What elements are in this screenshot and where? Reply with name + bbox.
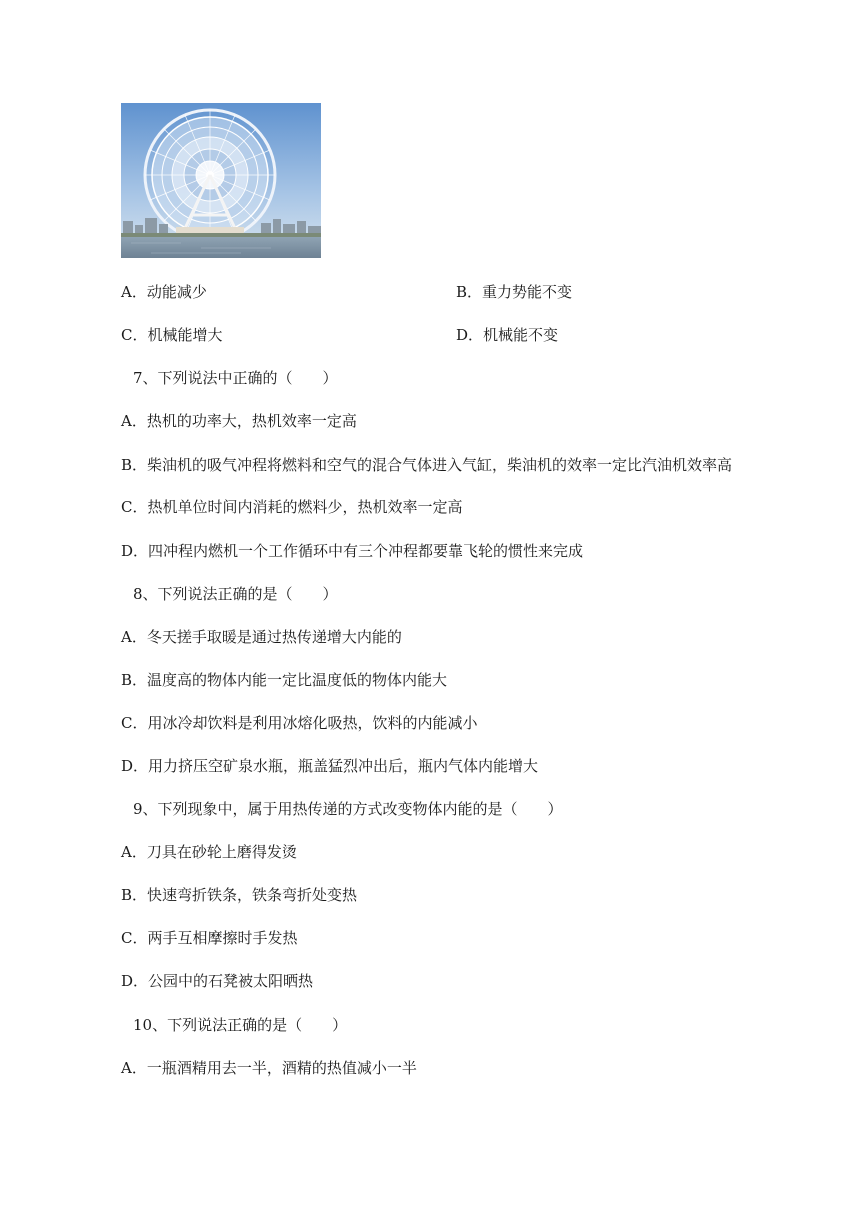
wheel-graphic <box>145 110 275 240</box>
q10-stem: 10、下列说法正确的是（ ） <box>133 1016 348 1034</box>
q9-option-c: C．两手互相摩擦时手发热 <box>121 929 298 947</box>
q9-option-a: A．刀具在砂轮上磨得发烫 <box>121 843 297 861</box>
q8-option-c: C．用冰冷却饮料是利用冰熔化吸热，饮料的内能减小 <box>121 714 478 732</box>
q10-option-a: A．一瓶酒精用去一半，酒精的热值减小一半 <box>121 1059 417 1077</box>
q6-option-a: A．动能减少 <box>121 283 207 301</box>
q6-option-c: C．机械能增大 <box>121 326 223 344</box>
q7-option-a: A．热机的功率大，热机效率一定高 <box>121 412 357 430</box>
q9-option-d: D．公园中的石凳被太阳晒热 <box>121 972 314 990</box>
q7-stem: 7、下列说法中正确的（ ） <box>133 369 338 387</box>
q8-stem: 8、下列说法正确的是（ ） <box>133 585 338 603</box>
q9-stem: 9、下列现象中，属于用热传递的方式改变物体内能的是（ ） <box>133 800 563 818</box>
ferris-wheel-photo <box>121 103 321 258</box>
q6-option-d: D．机械能不变 <box>456 326 559 344</box>
q8-option-a: A．冬天搓手取暖是通过热传递增大内能的 <box>121 628 402 646</box>
q8-option-b: B．温度高的物体内能一定比温度低的物体内能大 <box>121 671 448 689</box>
q7-option-d: D．四冲程内燃机一个工作循环中有三个冲程都要靠飞轮的惯性来完成 <box>121 542 584 560</box>
q9-option-b: B．快速弯折铁条，铁条弯折处变热 <box>121 886 358 904</box>
q7-option-b: B．柴油机的吸气冲程将燃料和空气的混合气体进入气缸，柴油机的效率一定比汽油机效率高 <box>121 456 733 474</box>
q8-option-d: D．用力挤压空矿泉水瓶，瓶盖猛烈冲出后，瓶内气体内能增大 <box>121 757 539 775</box>
q7-option-c: C．热机单位时间内消耗的燃料少，热机效率一定高 <box>121 498 463 516</box>
q6-option-b: B．重力势能不变 <box>456 283 573 301</box>
